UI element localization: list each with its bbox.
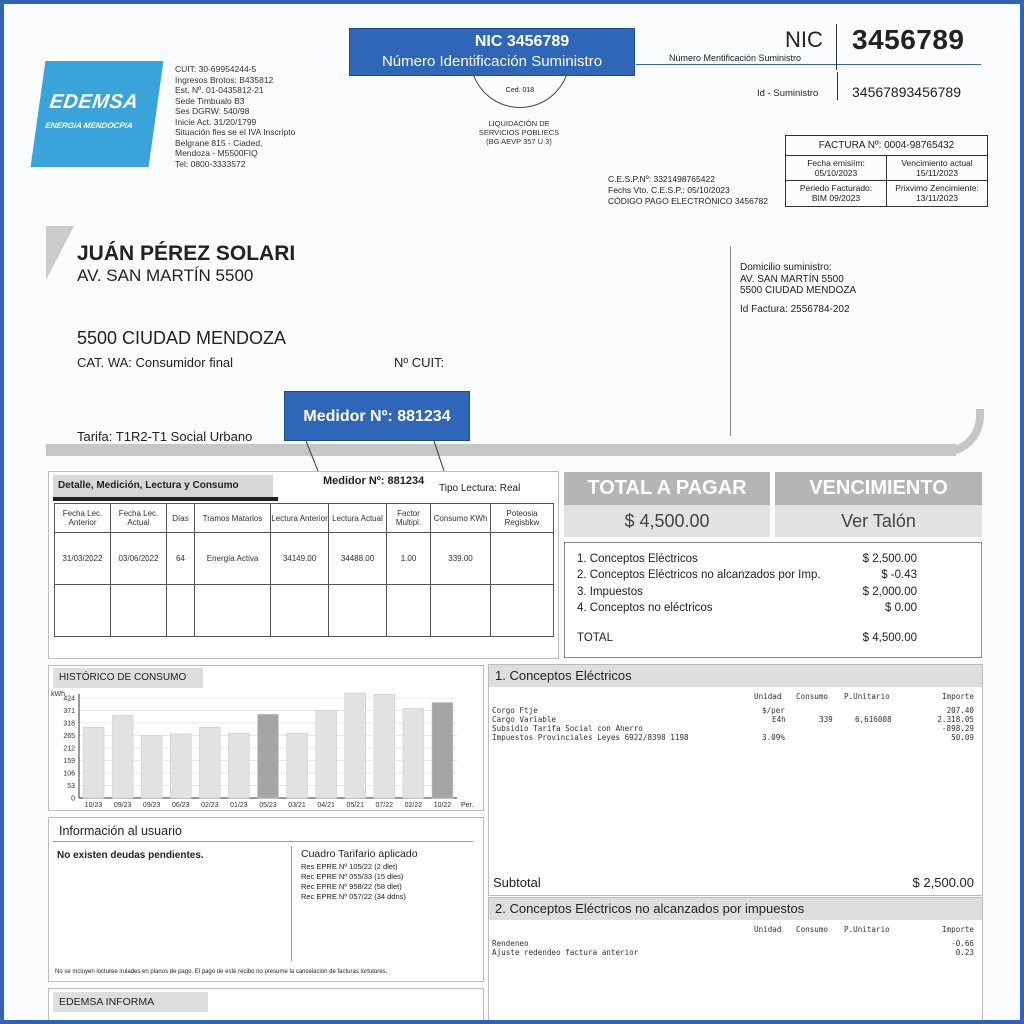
id-divider <box>837 72 838 100</box>
x-tick-label: 05/23 <box>259 802 277 809</box>
conceptos-electricos-section <box>488 664 983 896</box>
id-suministro-label: Id - Suministro <box>757 88 819 99</box>
stamp-line: LIQUIDACIÓN DE <box>488 119 550 128</box>
domicilio-suministro <box>740 262 856 297</box>
table-cell: Energía Activa <box>195 533 271 585</box>
concept-unit-price: 6,616008 <box>855 715 892 724</box>
bar <box>141 736 162 799</box>
detail-title-bar <box>53 497 278 501</box>
col-importe: Importe <box>941 925 974 934</box>
x-tick-label: 01/23 <box>230 802 248 809</box>
cesp-info <box>608 174 768 207</box>
concept-desc: Cargo Variable <box>492 715 557 724</box>
x-unit-label: Per. <box>461 802 474 809</box>
conceptos-no-alcanzados-section <box>488 897 983 1024</box>
concept-unit: $/per <box>762 706 785 715</box>
table-row <box>55 533 554 585</box>
subtotal-label: Subtotal <box>493 875 541 890</box>
x-tick-label: 07/22 <box>375 802 394 809</box>
summary-item-label: 4. Conceptos no eléctricos <box>577 602 713 614</box>
info-title: Información al usuario <box>53 820 473 842</box>
concept-desc: Corgo Ftje <box>492 706 538 715</box>
x-tick-label: 09/23 <box>142 802 161 809</box>
detail-title: Detalle, Medición, Lectura y Consumo <box>53 475 273 497</box>
col-unidad: Unidad <box>754 692 782 701</box>
nic-underline <box>636 64 981 65</box>
nic-divider <box>836 24 837 70</box>
vencimiento-value: 15/11/2023 <box>916 168 958 178</box>
concept-unit: 3.09% <box>762 733 785 742</box>
fecha-emision-label: Fecha emisiím: <box>807 158 865 168</box>
x-tick-label: 04/21 <box>317 802 335 809</box>
readings-table <box>54 503 554 637</box>
company-line: Ses DGRW: 540/98 <box>175 106 250 116</box>
y-tick-label: 318 <box>63 720 75 728</box>
table-cell: 64 <box>167 533 195 585</box>
table-header-row <box>55 504 554 533</box>
summary-item-label: 2. Conceptos Eléctricos no alcanzados por Imp. <box>577 569 821 581</box>
table-cell <box>195 585 271 637</box>
concept-desc: Impuestos Provinciales Leyes 6922/8398 1198 <box>492 733 689 742</box>
y-tick-label: 371 <box>63 708 75 715</box>
x-tick-label: 10/22 <box>433 802 452 809</box>
vencimiento-actual <box>887 156 987 180</box>
info-footnote: No se mcluyen locturee irulades en planos de pago. El pago de este recibo no presume la cancelación de facturas lortutores. <box>55 969 388 975</box>
bar <box>403 708 424 798</box>
logo-tagline: ENERGIA MENDOCPIA <box>44 121 134 130</box>
nic-callout-sub: Número Identificación Suministro <box>381 53 603 70</box>
summary-item-label: 3. Impuestos <box>577 586 643 598</box>
concept-unit: E4h <box>772 715 786 724</box>
id-factura: Id Factura: 2556784-202 <box>740 304 850 315</box>
info-section <box>48 817 484 982</box>
col-punitario: P.Unitario <box>844 925 890 934</box>
medidor-number: Medidor Nº: 881234 <box>323 475 425 487</box>
informa-title: EDEMSA INFORMA <box>53 992 208 1012</box>
summary-total-value: $ 4,500.00 <box>862 632 917 644</box>
table-cell <box>55 585 111 637</box>
company-line: Sede Timbualo B3 <box>175 95 245 106</box>
edemsa-logo <box>31 61 164 167</box>
conceptos1-title: 1. Conceptos Eléctricos <box>489 665 982 687</box>
y-tick-label: 159 <box>63 758 75 765</box>
summary-box <box>564 542 982 658</box>
col-header: Lectura Actual <box>329 504 387 533</box>
concept-amount: -898.29 <box>941 724 974 733</box>
decorative-corner <box>46 226 74 280</box>
tipo-lectura: Tipo Lectura: Real <box>439 483 521 494</box>
concept-amount: -0.66 <box>951 939 974 948</box>
stamp-line: (BG AEVP 357 U 3) <box>486 137 552 146</box>
customer-tarifa: Tarifa: T1R2-T1 Social Urbano <box>77 429 253 444</box>
total-a-pagar-label: TOTAL A PAGAR <box>564 472 770 505</box>
summary-item-label: 1. Conceptos Eléctricos <box>577 553 698 565</box>
x-tick-label: 03/21 <box>288 802 306 809</box>
y-tick-label: 106 <box>63 770 75 778</box>
table-cell <box>491 585 554 637</box>
medidor-callout: Medidor Nº: 881234 <box>284 391 470 441</box>
bar <box>228 733 249 798</box>
cuadro-item: Rec EPRE Nº 055/33 (15 dles) <box>301 872 404 881</box>
periodo-facturado <box>786 181 887 206</box>
bar <box>345 693 366 798</box>
summary-total-label: TOTAL <box>577 632 613 644</box>
concept-desc: Subsidio Tarifa Social con Aherro <box>492 724 643 733</box>
conceptos2-title: 2. Conceptos Eléctricos no alcanzados por impuestos <box>489 898 982 920</box>
table-cell: 31/03/2022 <box>55 533 111 585</box>
customer-name: JUÁN PÉREZ SOLARI <box>77 242 296 265</box>
proximo-value: 13/11/2023 <box>916 193 958 203</box>
cesp-line: CÓDIGO PAGO ELECTRÓNICO 3456782 <box>608 196 768 206</box>
table-cell: 34149.00 <box>271 533 329 585</box>
concept-desc: Rendeneo <box>492 939 529 948</box>
y-tick-label: 0 <box>71 795 75 803</box>
stamp-code: Ced. 018 <box>505 87 535 94</box>
table-cell <box>329 585 387 637</box>
nic-label: NIC <box>785 27 823 52</box>
col-unidad: Unidad <box>754 925 782 934</box>
y-tick-label: 424 <box>63 695 75 703</box>
table-cell <box>387 585 431 637</box>
company-line: CUIT: 30-69954244-5 <box>175 64 257 74</box>
bar <box>374 694 395 798</box>
col-header: Fecha Lec. Actual <box>111 504 167 533</box>
x-tick-label: 02/22 <box>404 802 423 809</box>
factura-number: FACTURA Nº: 0004-98765432 <box>786 136 987 156</box>
proximo-label: Prixvimo Zencimiente: <box>895 183 979 193</box>
proximo-vencimiento <box>887 181 987 206</box>
bar <box>83 727 104 798</box>
total-a-pagar-value: $ 4,500.00 <box>564 505 770 537</box>
concept-desc: Ajuste redendeo factura anterior <box>492 948 639 957</box>
col-consumo: Consumo <box>796 692 829 701</box>
cuadro-list <box>301 862 406 902</box>
nic-subtitle: Número Mentificación Suministro <box>669 53 802 63</box>
customer-address: AV. SAN MARTÍN 5500 <box>77 266 254 285</box>
cuadro-item: Rec EPRE Nº 057/22 (34 ddns) <box>301 892 406 901</box>
separator-curve <box>934 409 984 456</box>
vencimiento-label: Vencimiento actual <box>901 158 973 168</box>
history-section <box>48 665 484 811</box>
domicilio-line: AV. SAN MARTÍN 5500 <box>740 273 844 285</box>
company-line: Mendoza - M5500FIQ <box>175 148 258 158</box>
summary-item-value: $ 2,000.00 <box>862 586 917 598</box>
bar <box>112 715 133 798</box>
concept-amount: 207.40 <box>946 706 974 715</box>
cuadro-item: Res EPRE Nº 105/22 (2 dlet) <box>301 862 398 871</box>
stamp-line: SERVICIOS POBLIECS <box>478 128 560 137</box>
customer-category: CAT. WA: Consumidor final <box>77 355 234 370</box>
table-cell <box>431 585 491 637</box>
nic-number: 3456789 <box>852 24 965 55</box>
id-suministro-number: 34567893456789 <box>852 84 962 100</box>
company-info <box>175 64 295 169</box>
concept-amount: 50.09 <box>951 733 974 742</box>
table-cell: 339.00 <box>431 533 491 585</box>
table-cell <box>167 585 195 637</box>
history-title: HISTÓRICO DE CONSUMO <box>53 668 203 688</box>
nic-callout-title: NIC 3456789 <box>474 33 570 50</box>
company-line: Inicie Act. 31/20/1799 <box>175 116 257 127</box>
vencimiento-value-box: Ver Talón <box>775 505 982 537</box>
x-tick-label: 09/23 <box>113 802 132 809</box>
summary-item-value: $ 0.00 <box>885 602 917 614</box>
table-cell <box>271 585 329 637</box>
summary-item-value: $ -0.43 <box>881 569 917 581</box>
company-line: Tel: 0800-3333572 <box>175 158 246 169</box>
col-header: Tramos Matarlos <box>195 504 271 533</box>
table-cell <box>491 533 554 585</box>
periodo-value: BIM 09/2023 <box>811 193 861 203</box>
company-line: Ingresos Brotos: B435812 <box>175 74 274 85</box>
detail-section <box>48 471 559 659</box>
table-cell: 1.00 <box>387 533 431 585</box>
concept-amount: 2.318.05 <box>937 715 974 724</box>
table-row-empty <box>55 585 554 637</box>
col-importe: Importe <box>941 692 974 701</box>
y-unit-label: kWh <box>51 691 65 698</box>
bar <box>287 733 308 798</box>
table-cell: 34488.00 <box>329 533 387 585</box>
cuadro-title: Cuadro Tarifario aplicado <box>301 848 418 860</box>
concept-consumption: 339 <box>819 715 833 724</box>
cuadro-item: Rec EPRE Nº 958/22 (58 dlet) <box>301 882 402 891</box>
info-divider <box>291 846 292 961</box>
bar <box>170 734 191 798</box>
customer-cuit: Nº CUIT: <box>394 355 445 370</box>
x-tick-label: 06/23 <box>172 802 190 809</box>
company-line: Belgrane 815 - Ciaded, <box>175 137 263 148</box>
nic-callout <box>349 28 635 76</box>
summary-item-value: $ 2,500.00 <box>862 553 917 565</box>
x-tick-label: 02/23 <box>201 802 219 809</box>
col-header: Poteosia Regisbkw <box>491 504 554 533</box>
col-header: Lectura Anterior <box>271 504 329 533</box>
consumption-chart <box>49 690 483 810</box>
stamp-text <box>456 119 582 146</box>
concept-amount: 0.23 <box>955 948 974 957</box>
logo-name: EDEMSA <box>48 91 140 113</box>
periodo-label: Periedo Facturado: <box>799 183 873 193</box>
section-separator <box>46 444 956 456</box>
table-cell <box>111 585 167 637</box>
cesp-line: Fechs Vto. C.E.S.P.: 05/10/2023 <box>608 185 730 195</box>
y-tick-label: 53 <box>67 783 75 790</box>
domicilio-line: 5500 CIUDAD MENDOZA <box>740 285 857 296</box>
bar <box>432 702 453 798</box>
company-line: Situación fles se el IVA Inscripto <box>175 127 296 137</box>
col-header: Consumo KWh <box>431 504 491 533</box>
cesp-line: C.E.S.P.Nº: 3321498765422 <box>608 174 715 184</box>
y-tick-label: 265 <box>63 733 75 740</box>
x-tick-label: 10/23 <box>84 802 103 809</box>
vencimiento-header: VENCIMIENTO <box>775 472 982 505</box>
subtotal-value: $ 2,500.00 <box>912 875 974 890</box>
fecha-emision-value: 05/10/2023 <box>814 168 858 178</box>
edemsa-informa-section <box>48 988 484 1024</box>
y-tick-label: 212 <box>63 745 75 753</box>
customer-divider <box>730 246 731 436</box>
domicilio-line: Domicilio suministro: <box>740 262 832 273</box>
company-line: Est. Nº. 01-0435812-21 <box>175 85 264 95</box>
bar <box>316 711 337 798</box>
factura-box <box>785 135 988 207</box>
table-cell: 03/06/2022 <box>111 533 167 585</box>
bar <box>199 727 220 798</box>
fecha-emision <box>786 156 887 180</box>
deudas-text: No existen deudas pendientes. <box>57 850 204 861</box>
col-header: Fecha Lec. Anterior <box>55 504 111 533</box>
medidor-callout-pointer <box>294 441 474 471</box>
col-punitario: P.Unitario <box>844 692 890 701</box>
col-consumo: Consumo <box>796 925 829 934</box>
x-tick-label: 05/21 <box>346 802 364 809</box>
bar <box>258 714 279 798</box>
customer-city: 5500 CIUDAD MENDOZA <box>77 328 287 348</box>
col-header: Días <box>167 504 195 533</box>
col-header: Factor Multipl. <box>387 504 431 533</box>
